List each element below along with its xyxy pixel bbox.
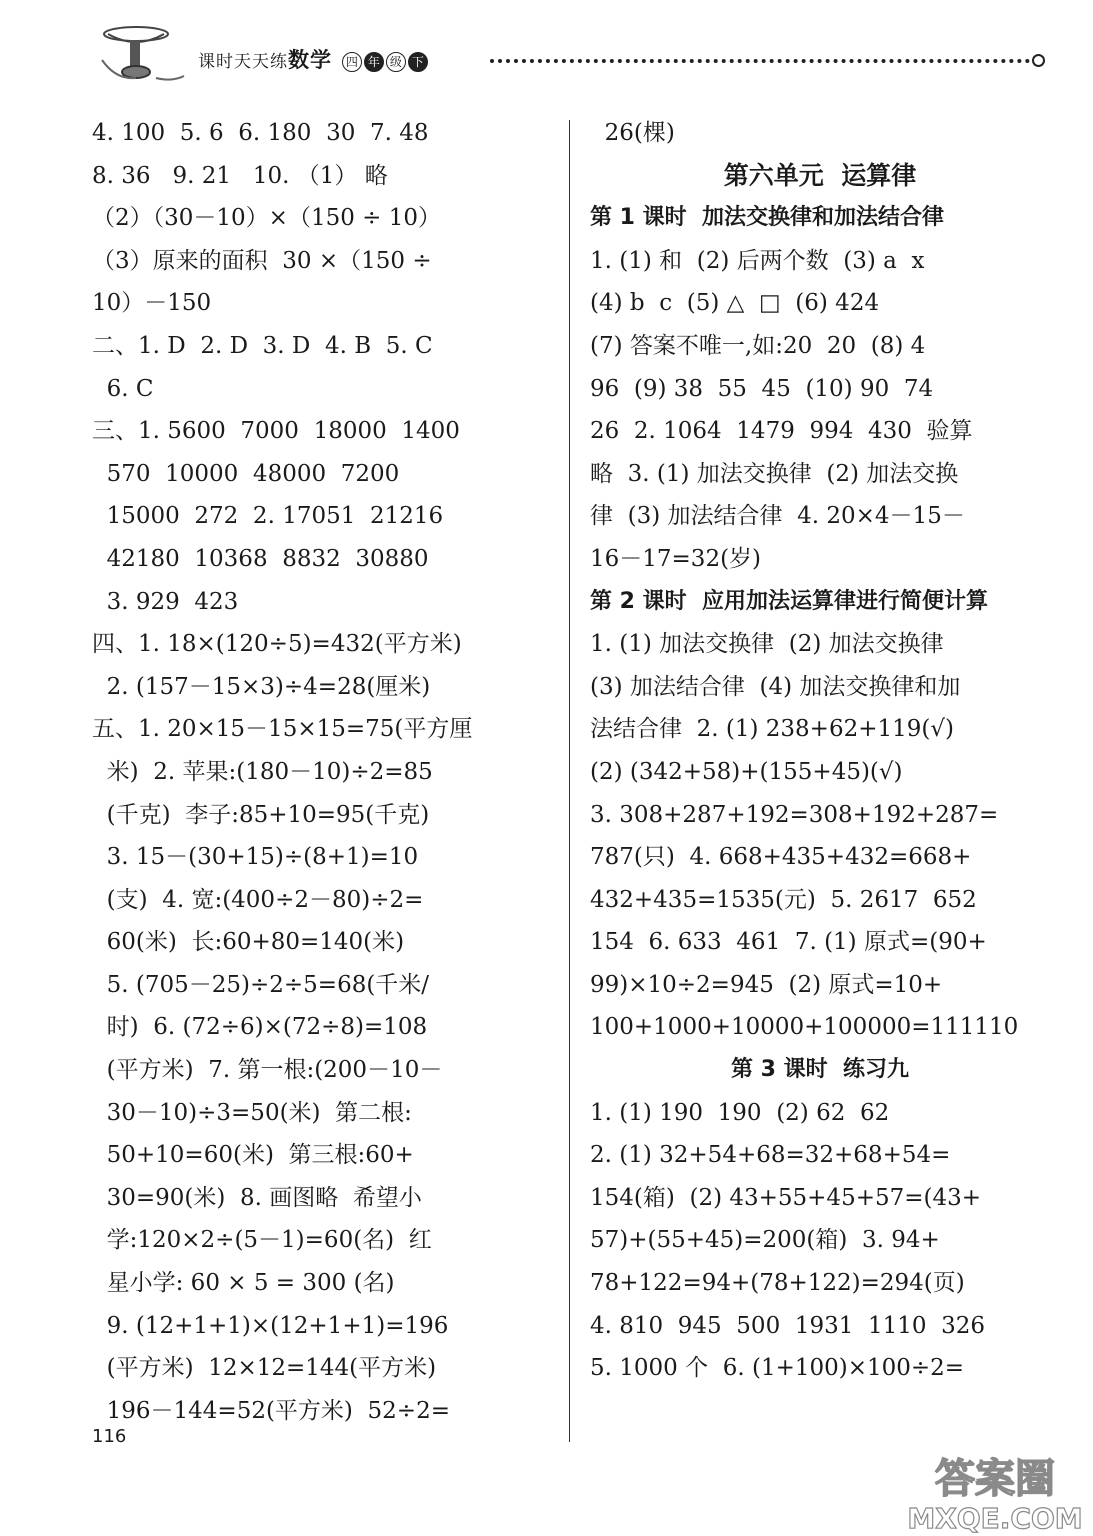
answer-line: （3）原来的面积 30 ×（150 ÷ xyxy=(92,247,432,274)
answer-line: 6. C xyxy=(92,375,154,402)
answer-line: 3. 929 423 xyxy=(92,588,239,615)
page-number: 116 xyxy=(92,1426,127,1447)
answer-line: (3) 加法结合律 (4) 加法交换律和加 xyxy=(590,673,961,700)
answer-line: 米) 2. 苹果:(180－10)÷2=85 xyxy=(92,758,433,785)
answer-line: (支) 4. 宽:(400÷2－80)÷2= xyxy=(92,886,424,913)
answer-line: 3. 15－(30+15)÷(8+1)=10 xyxy=(92,844,419,871)
answer-line: 78+122=94+(78+122)=294(页) xyxy=(590,1270,965,1297)
header-rule-end-circle xyxy=(1032,54,1045,67)
answer-line: 1. (1) 加法交换律 (2) 加法交换律 xyxy=(590,631,944,658)
watermark-url: MXQE.COM xyxy=(907,1502,1083,1535)
answer-line: 15000 272 2. 17051 21216 xyxy=(92,503,444,530)
header-dotted-rule xyxy=(490,59,1030,63)
answer-line: 1. (1) 和 (2) 后两个数 (3) a x xyxy=(590,247,925,274)
answer-line: 5. 1000 个 6. (1+100)×100÷2= xyxy=(590,1355,965,1382)
answer-line: (千克) 李子:85+10=95(千克) xyxy=(92,801,430,828)
left-answer-column xyxy=(92,112,552,1432)
section-heading: 第 3 课时 练习九 xyxy=(731,1057,909,1083)
answer-line: 570 10000 48000 7200 xyxy=(92,460,400,487)
section-heading: 第六单元 运算律 xyxy=(723,160,917,190)
answer-line: 学:120×2÷(5－1)=60(名) 红 xyxy=(92,1227,432,1254)
answer-line: 略 3. (1) 加法交换律 (2) 加法交换 xyxy=(590,460,959,487)
answer-line: 2. (157－15×3)÷4=28(厘米) xyxy=(92,673,431,700)
grade-mark: 年 xyxy=(364,52,384,72)
grade-mark: 下 xyxy=(408,52,428,72)
answer-line: 三、1. 5600 7000 18000 1400 xyxy=(92,418,460,445)
watermark-text: 答案圈 xyxy=(935,1456,1055,1502)
answer-line: 1. (1) 190 190 (2) 62 62 xyxy=(590,1099,890,1126)
answer-line: 2. (1) 32+54+68=32+68+54= xyxy=(590,1142,951,1169)
answer-line: 30=90(米) 8. 画图略 希望小 xyxy=(92,1184,422,1211)
answer-line: 432+435=1535(元) 5. 2617 652 xyxy=(590,886,977,913)
answer-line: 8. 36 9. 21 10. （1） 略 xyxy=(92,162,388,189)
answer-line: 10）－150 xyxy=(92,290,212,317)
answer-line: (2) (342+58)+(155+45)(√) xyxy=(590,758,903,785)
answer-line: 时) 6. (72÷6)×(72÷8)=108 xyxy=(92,1014,428,1041)
section-heading: 第 2 课时 应用加法运算律进行简便计算 xyxy=(590,588,988,614)
answer-line: 42180 10368 8832 30880 xyxy=(92,545,429,572)
answer-line: 787(只) 4. 668+435+432=668+ xyxy=(590,844,972,871)
answer-line: 50+10=60(米) 第三根:60+ xyxy=(92,1142,414,1169)
column-divider xyxy=(569,120,570,1442)
answer-line: 4. 810 945 500 1931 1110 326 xyxy=(590,1312,986,1339)
book-series-title xyxy=(198,44,428,74)
answer-line: 9. (12+1+1)×(12+1+1)=196 xyxy=(92,1312,449,1339)
answer-line: (4) b c (5) △ □ (6) 424 xyxy=(590,290,880,317)
answer-line: 60(米) 长:60+80=140(米) xyxy=(92,929,405,956)
book-logo-icon xyxy=(96,20,186,90)
answer-line: 五、1. 20×15－15×15=75(平方厘 xyxy=(92,716,473,743)
answer-line: 100+1000+10000+100000=111110 xyxy=(590,1014,1019,1041)
series-name: 课时天天练 xyxy=(198,52,288,72)
answer-line: 30－10)÷3=50(米) 第二根: xyxy=(92,1099,412,1126)
grade-mark: 四 xyxy=(342,52,362,72)
answer-line: (7) 答案不唯一,如:20 20 (8) 4 xyxy=(590,332,926,359)
answer-line: 16－17=32(岁) xyxy=(590,545,762,572)
watermark-logo xyxy=(900,1448,1090,1536)
answer-line: 四、1. 18×(120÷5)=432(平方米) xyxy=(92,631,462,658)
answer-line: 57)+(55+45)=200(箱) 3. 94+ xyxy=(590,1227,940,1254)
answer-line: （2）（30－10）×（150 ÷ 10） xyxy=(92,205,441,232)
answer-line: 26(棵) xyxy=(590,120,675,146)
grade-marks xyxy=(342,52,428,72)
page-header xyxy=(0,0,1093,110)
answer-line: 法结合律 2. (1) 238+62+119(√) xyxy=(590,716,954,743)
right-answer-column xyxy=(590,112,1050,1390)
subject-name: 数学 xyxy=(288,48,332,72)
answer-line: 律 (3) 加法结合律 4. 20×4－15－ xyxy=(590,503,965,530)
answer-line: 154 6. 633 461 7. (1) 原式=(90+ xyxy=(590,929,987,956)
answer-line: 二、1. D 2. D 3. D 4. B 5. C xyxy=(92,332,433,359)
grade-mark: 级 xyxy=(386,52,406,72)
answer-line: 26 2. 1064 1479 994 430 验算 xyxy=(590,418,973,445)
answer-line: 154(箱) (2) 43+55+45+57=(43+ xyxy=(590,1184,982,1211)
answer-line: (平方米) 7. 第一根:(200－10－ xyxy=(92,1057,443,1084)
answer-line: 5. (705－25)÷2÷5=68(千米/ xyxy=(92,971,430,998)
answer-line: 99)×10÷2=945 (2) 原式=10+ xyxy=(590,971,943,998)
section-heading: 第 1 课时 加法交换律和加法结合律 xyxy=(590,205,944,231)
answer-line: 星小学: 60 × 5 = 300 (名) xyxy=(92,1270,395,1297)
answer-line: 196－144=52(平方米) 52÷2= xyxy=(92,1397,450,1424)
answer-line: 96 (9) 38 55 45 (10) 90 74 xyxy=(590,375,934,402)
answer-line: (平方米) 12×12=144(平方米) xyxy=(92,1355,437,1382)
answer-line: 4. 100 5. 6 6. 180 30 7. 48 xyxy=(92,120,429,146)
answer-line: 3. 308+287+192=308+192+287= xyxy=(590,801,999,828)
